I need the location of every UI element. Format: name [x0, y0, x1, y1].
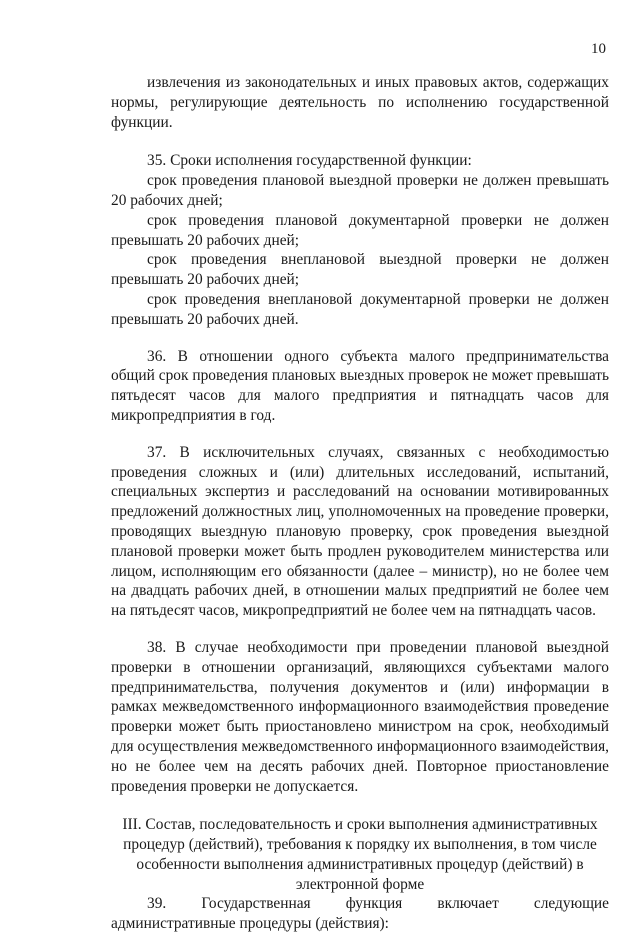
- section-heading-line: процедур (действий), требования к порядку их выполнения, в том числе: [123, 836, 597, 854]
- section-heading-line: электронной форме: [295, 875, 425, 893]
- paragraph-36: 36. В отношении одного субъекта малого предпринимательства общий срок проведения плановых выездных проверок не может превышать пятьдесят часов для малого предприятия и пятнадцать часов для микропредприятия в год.: [111, 347, 609, 424]
- paragraph-35-item-1: срок проведения плановой выездной проверки не должен превышать 20 рабочих дней;: [111, 172, 609, 209]
- page-number: 10: [591, 41, 606, 57]
- document-body: [111, 73, 609, 934]
- paragraph-intro: извлечения из законодательных и иных правовых актов, содержащих нормы, регулирующие деятельность по исполнению государственной функции.: [111, 74, 609, 131]
- paragraph-35-item-4: срок проведения внеплановой документарной проверки не должен превышать 20 рабочих дней.: [111, 290, 609, 328]
- paragraph-35-item-2: срок проведения плановой документарной проверки не должен превышать 20 рабочих дней;: [111, 211, 609, 249]
- paragraph-38: 38. В случае необходимости при проведении плановой выездной проверки в отношении организаций, являющихся субъектами малого предпринимательства, получения документов и (или) информации в рамках межведомственного информационного взаимодействия проведение проверки может быть приостановлено министром на срок, необходимый для осуществления межведомственного информационного взаимодействия, но не более чем на десять рабочих дней. Повторное приостановление проведения проверки не допускается.: [111, 638, 609, 795]
- section-heading-line: особенности выполнения административных процедур (действий) в: [136, 855, 584, 873]
- section-heading: [111, 815, 609, 894]
- section-heading-line: III. Состав, последовательность и сроки выполнения административных: [122, 816, 598, 834]
- paragraph-35-item-3: срок проведения внеплановой выездной проверки не должен превышать 20 рабочих дней;: [111, 251, 609, 289]
- paragraph-37: 37. В исключительных случаях, связанных с необходимостью проведения сложных и (или) длительных исследований, испытаний, специальных экспертиз и расследований на основании мотивированных предложений должностных лиц, уполномоченных на проведение проверки, проводящих выездную плановую проверку, срок проведения выездной плановой проверки может быть продлен руководителем министерства или лицом, исполняющим его обязанности (далее – министр), но не более чем на двадцать рабочих дней, в отношении малых предприятий не более чем на пятьдесят часов, микропредприятий не более чем на пятнадцать часов.: [111, 443, 609, 620]
- paragraph-35-title: 35. Сроки исполнения государственной функции:: [147, 152, 472, 170]
- paragraph-39: 39. Государственная функция включает следующие административные процедуры (действия):: [111, 895, 609, 933]
